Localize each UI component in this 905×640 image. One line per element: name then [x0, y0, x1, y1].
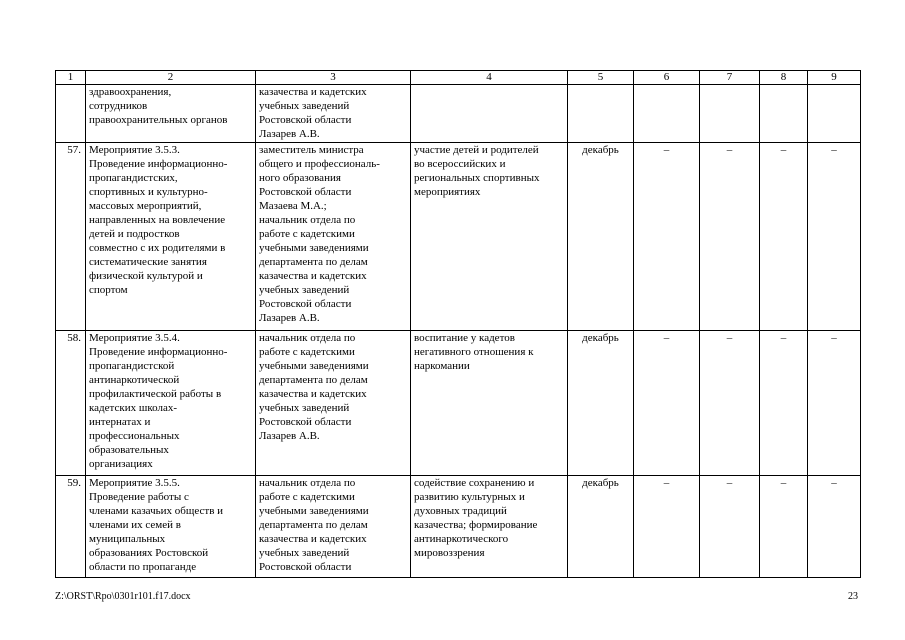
footer-page-number: 23	[848, 591, 858, 602]
col8-cell: –	[760, 331, 808, 476]
result-cell	[411, 476, 568, 578]
header-cell: 4	[411, 71, 568, 85]
deadline-cell: декабрь	[568, 331, 634, 476]
table-row	[56, 476, 861, 578]
executor-text: заместитель министра общего и профессиональ- ного образования Ростовской области Мазаева М.А.; начальник отдела по работе с кадетскими учебными заведениями департамента по делам казачества и кадетских учебных заведений Ростовской области Лазарев А.В.	[259, 144, 380, 324]
col6-cell	[634, 85, 700, 143]
col7-cell: –	[700, 331, 760, 476]
deadline-cell	[568, 85, 634, 143]
header-cell: 9	[808, 71, 861, 85]
row-number: 57.	[56, 143, 86, 331]
row-number: 59.	[56, 476, 86, 578]
deadline-cell: декабрь	[568, 143, 634, 331]
col9-cell: –	[808, 331, 861, 476]
deadline-cell: декабрь	[568, 476, 634, 578]
col9-cell: –	[808, 476, 861, 578]
col6-cell: –	[634, 476, 700, 578]
row-number	[56, 85, 86, 143]
col6-cell: –	[634, 331, 700, 476]
col7-cell: –	[700, 143, 760, 331]
header-cell: 3	[256, 71, 411, 85]
executor-cell	[256, 85, 411, 143]
result-text: воспитание у кадетов негативного отношения к наркомании	[414, 332, 534, 372]
event-cell	[86, 143, 256, 331]
header-cell: 2	[86, 71, 256, 85]
event-text: Мероприятие 3.5.3. Проведение информационно- пропагандистских, спортивных и культурно- массовых мероприятий, направленных на вовлечение детей и подростков совместно с их родителями в систематические занятия физической культурой и спортом	[89, 144, 228, 296]
executor-text: казачества и кадетских учебных заведений Ростовской области Лазарев А.В.	[259, 86, 367, 140]
executor-cell	[256, 143, 411, 331]
header-cell: 1	[56, 71, 86, 85]
result-cell	[411, 143, 568, 331]
col8-cell: –	[760, 143, 808, 331]
col7-cell	[700, 85, 760, 143]
executor-text: начальник отдела по работе с кадетскими учебными заведениями департамента по делам казачества и кадетских учебных заведений Ростовской области Лазарев А.В.	[259, 332, 369, 442]
table-header-row	[56, 71, 861, 85]
col8-cell	[760, 85, 808, 143]
event-text: Мероприятие 3.5.5. Проведение работы с членами казачьих обществ и членами их семей в муниципальных образованиях Ростовской области по пропаганде	[89, 477, 224, 573]
executor-text: начальник отдела по работе с кадетскими учебными заведениями департамента по делам казачества и кадетских учебных заведений Ростовской области	[259, 477, 369, 573]
result-cell	[411, 331, 568, 476]
header-cell: 8	[760, 71, 808, 85]
col6-cell: –	[634, 143, 700, 331]
event-text: Мероприятие 3.5.4. Проведение информационно- пропагандистской антинаркотической профилактической работы в кадетских школах- интернатах и профессиональных образовательных организациях	[89, 332, 228, 470]
footer-file-path: Z:\ORST\Rpo\0301r101.f17.docx	[55, 591, 191, 602]
executor-cell	[256, 331, 411, 476]
document-table	[55, 70, 861, 578]
header-cell: 7	[700, 71, 760, 85]
header-cell: 5	[568, 71, 634, 85]
executor-cell	[256, 476, 411, 578]
row-number: 58.	[56, 331, 86, 476]
result-text: содействие сохранению и развитию культурных и духовных традиций казачества; формирование антинаркотического мировоззрения	[414, 477, 538, 559]
event-text: здравоохранения, сотрудников правоохранительных органов	[89, 86, 228, 126]
header-cell: 6	[634, 71, 700, 85]
table-row-continuation	[56, 85, 861, 143]
table-row	[56, 143, 861, 331]
col9-cell	[808, 85, 861, 143]
col8-cell: –	[760, 476, 808, 578]
event-cell	[86, 331, 256, 476]
result-text: участие детей и родителей во всероссийских и региональных спортивных мероприятиях	[414, 144, 540, 198]
col9-cell: –	[808, 143, 861, 331]
result-cell	[411, 85, 568, 143]
event-cell	[86, 85, 256, 143]
table-row	[56, 331, 861, 476]
col7-cell: –	[700, 476, 760, 578]
event-cell	[86, 476, 256, 578]
